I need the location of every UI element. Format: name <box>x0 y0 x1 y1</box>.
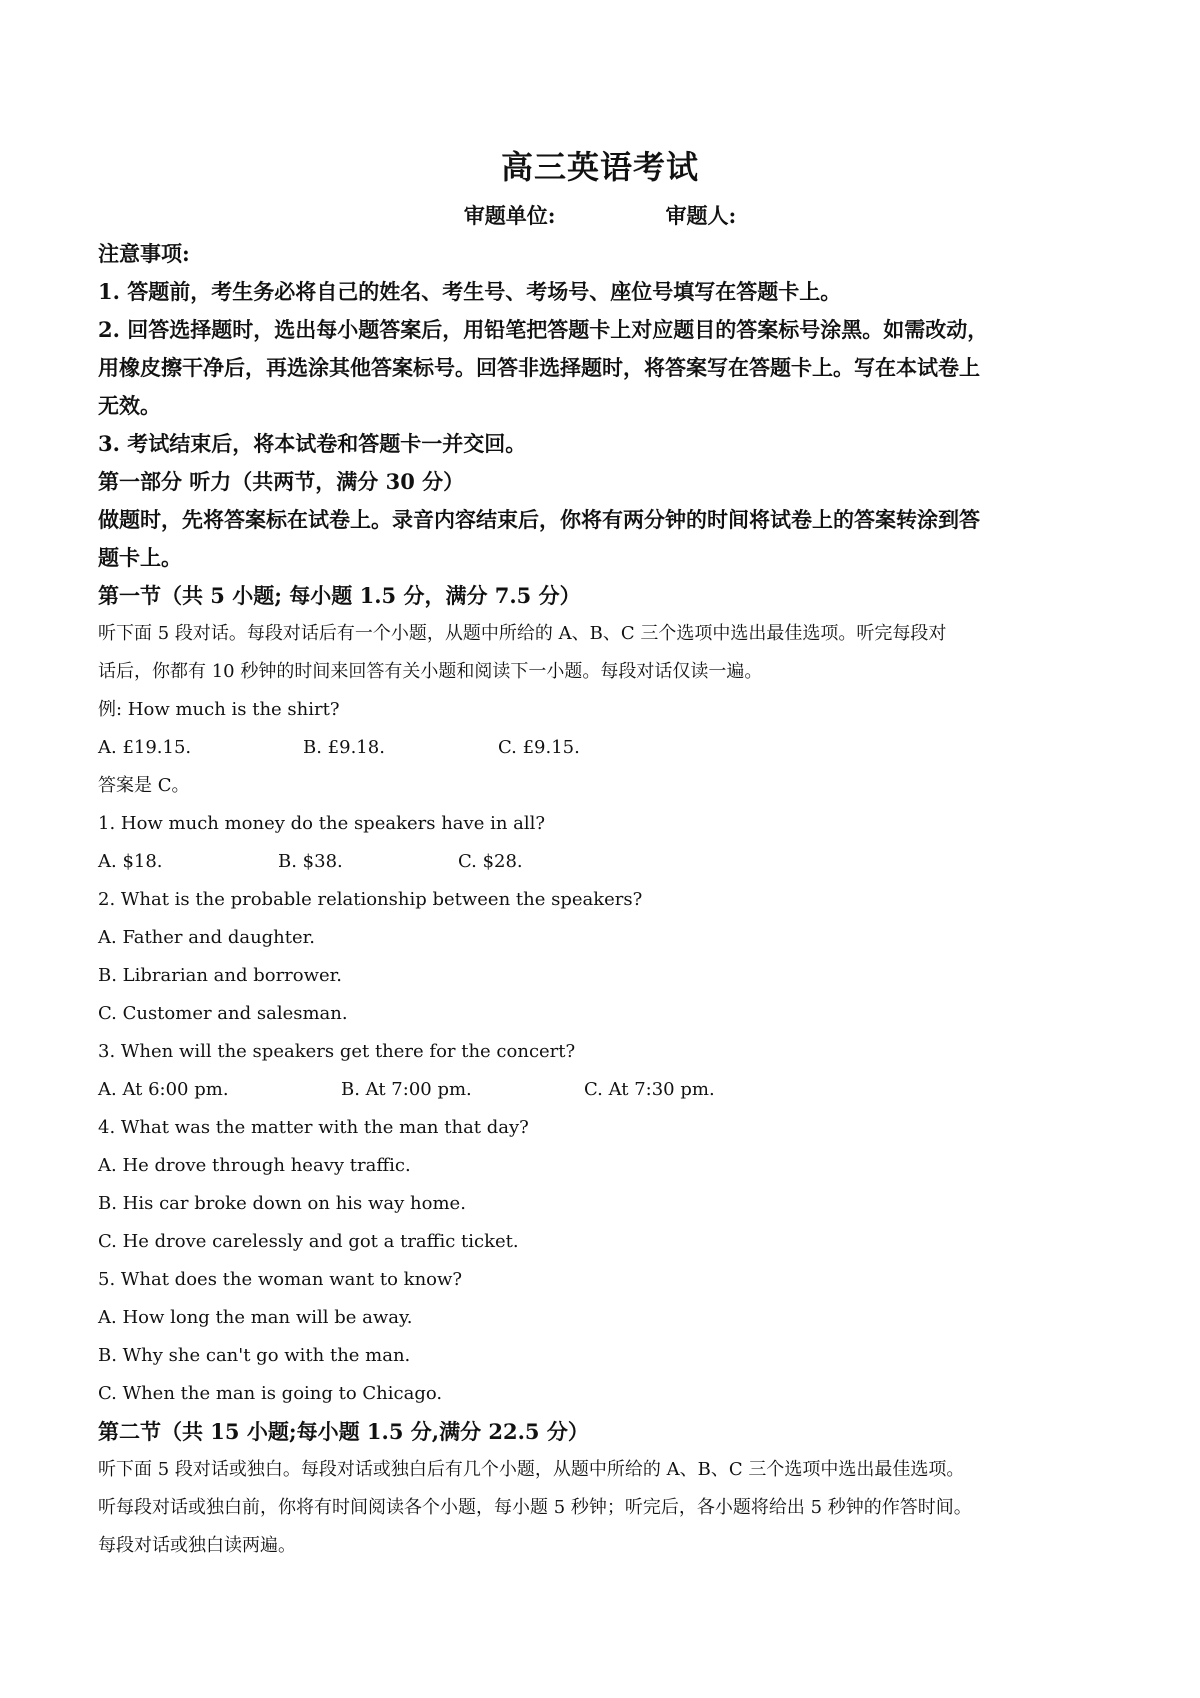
question-3-options <box>98 1071 1118 1109</box>
section1-instructions: 听下面 5 段对话。每段对话后有一个小题，从题中所给的 A、B、C 三个选项中选出最佳选项。听完每段对 <box>98 623 947 644</box>
example-options <box>98 729 1118 767</box>
option-c: C. He drove carelessly and got a traffic ticket. <box>98 1231 519 1252</box>
section2-heading: 第二节（共 15 小题;每小题 1.5 分,满分 22.5 分） <box>98 1419 589 1444</box>
notice-item: 2. 回答选择题时，选出每小题答案后，用铅笔把答题卡上对应题目的答案标号涂黑。如需改动， <box>98 317 989 342</box>
question-5: 5. What does the woman want to know? <box>98 1269 463 1290</box>
review-unit-label: 审题单位: <box>463 203 556 228</box>
exam-content <box>98 235 1118 1565</box>
option-b: B. $38. <box>278 851 343 872</box>
section1-heading: 第一节（共 5 小题; 每小题 1.5 分，满分 7.5 分） <box>98 583 581 608</box>
page-title: 高三英语考试 <box>500 148 699 186</box>
question-1: 1. How much money do the speakers have in all? <box>98 813 546 834</box>
example-question: 例: How much is the shirt? <box>98 699 340 720</box>
question-2: 2. What is the probable relationship between the speakers? <box>98 889 643 910</box>
section2-instructions: 每段对话或独白读两遍。 <box>98 1535 296 1556</box>
question-1-options <box>98 843 1118 881</box>
option-a: A. At 6:00 pm. <box>98 1079 229 1100</box>
section2-instructions: 听下面 5 段对话或独白。每段对话或独白后有几个小题，从题中所给的 A、B、C 三个选项中选出最佳选项。 <box>98 1459 965 1480</box>
example-answer: 答案是 C。 <box>98 775 190 796</box>
option-b: B. Librarian and borrower. <box>98 965 343 986</box>
option-c: C. When the man is going to Chicago. <box>98 1383 443 1404</box>
notice-item: 1. 答题前，考生务必将自己的姓名、考生号、考场号、座位号填写在答题卡上。 <box>98 279 842 304</box>
option-a: A. He drove through heavy traffic. <box>98 1155 411 1176</box>
option-a: A. How long the man will be away. <box>98 1307 413 1328</box>
reviewer-line <box>0 200 1200 230</box>
option-b: B. His car broke down on his way home. <box>98 1193 466 1214</box>
notice-item: 无效。 <box>98 393 161 418</box>
question-4: 4. What was the matter with the man that day? <box>98 1117 529 1138</box>
option-b: B. Why she can't go with the man. <box>98 1345 411 1366</box>
part1-intro: 做题时，先将答案标在试卷上。录音内容结束后，你将有两分钟的时间将试卷上的答案转涂到答 <box>98 507 980 532</box>
option-c: C. $28. <box>458 851 523 872</box>
reviewer-label: 审题人: <box>665 203 737 228</box>
section1-instructions: 话后，你都有 10 秒钟的时间来回答有关小题和阅读下一小题。每段对话仅读一遍。 <box>98 661 763 682</box>
option-c: C. £9.15. <box>498 737 580 758</box>
question-3: 3. When will the speakers get there for the concert? <box>98 1041 576 1062</box>
section2-instructions: 听每段对话或独白前，你将有时间阅读各个小题，每小题 5 秒钟；听完后，各小题将给出 5 秒钟的作答时间。 <box>98 1497 972 1518</box>
notice-item: 3. 考试结束后，将本试卷和答题卡一并交回。 <box>98 431 527 456</box>
option-c: C. At 7:30 pm. <box>584 1079 715 1100</box>
part1-intro: 题卡上。 <box>98 545 182 570</box>
option-a: A. $18. <box>98 851 163 872</box>
option-b: B. At 7:00 pm. <box>341 1079 472 1100</box>
part1-heading: 第一部分 听力（共两节，满分 30 分） <box>98 469 465 494</box>
option-b: B. £9.18. <box>303 737 385 758</box>
option-c: C. Customer and salesman. <box>98 1003 348 1024</box>
notice-heading: 注意事项: <box>98 241 190 266</box>
option-a: A. Father and daughter. <box>98 927 316 948</box>
option-a: A. £19.15. <box>98 737 192 758</box>
notice-item: 用橡皮擦干净后，再选涂其他答案标号。回答非选择题时，将答案写在答题卡上。写在本试卷上 <box>98 355 980 380</box>
